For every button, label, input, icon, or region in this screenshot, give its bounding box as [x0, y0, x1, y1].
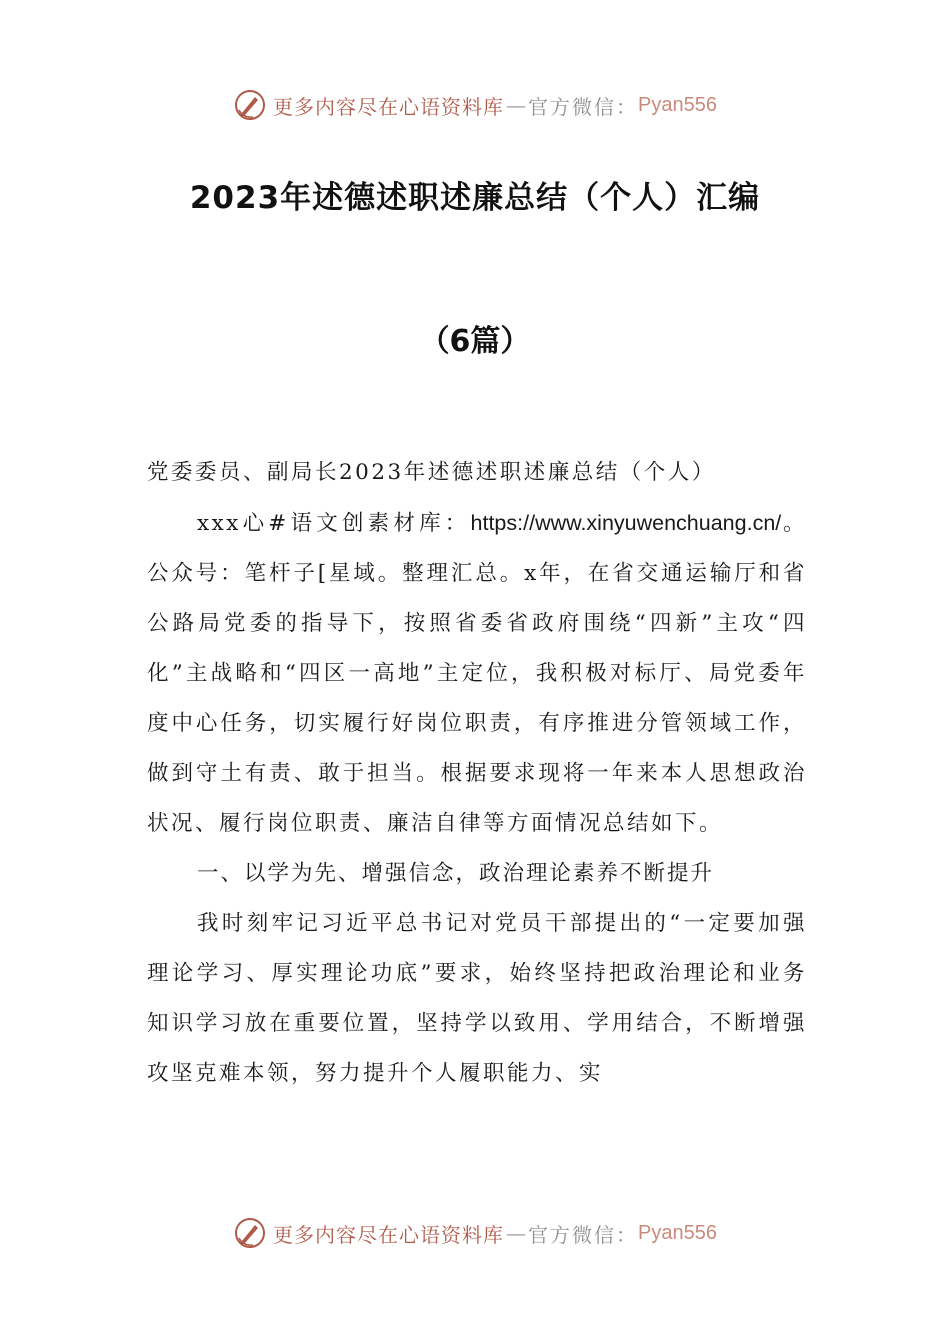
- banner-wechat-handle: Pyan556: [638, 93, 717, 116]
- banner-official-label: 官方微信：: [528, 94, 639, 119]
- source-url: https://www.xinyuwenchuang.cn/: [470, 511, 782, 535]
- footer-banner: [0, 1208, 950, 1258]
- banner-text: 更多内容尽在心语资料库: [273, 94, 505, 119]
- banner-wechat-handle: Pyan556: [638, 1221, 717, 1244]
- section-heading: 党委委员、副局长2023年述德述职述廉总结（个人）: [147, 460, 716, 485]
- header-banner: [0, 80, 950, 130]
- banner-separator: —: [506, 1221, 527, 1245]
- body-paragraph: 我时刻牢记习近平总书记对党员干部提出的“一定要加强理论学习、厚实理论功底”要求，始终坚持把政治理论和业务知识学习放在重要位置，坚持学以致用、学用结合，不断增强攻坚克难本领，努力提升个人履职能力、实: [147, 911, 807, 1086]
- intro-paragraph: [147, 498, 807, 849]
- intro-text: 。公众号：笔杆子[星域。整理汇总。x年，在省交通运输厅和省公路局党委的指导下，按照省委省政府围绕“四新”主攻“四化”主战略和“四区一高地”主定位，我积极对标厅、局党委年度中心任务，切实履行好岗位职责，有序推进分管领域工作，做到守土有责、敢于担当。根据要求现将一年来本人思想政治状况、履行岗位职责、廉洁自律等方面情况总结如下。: [147, 511, 807, 836]
- subsection-heading: 一、以学为先、增强信念，政治理论素养不断提升: [197, 861, 715, 886]
- banner-official-label: 官方微信：: [528, 1222, 639, 1247]
- banner-separator: —: [506, 93, 527, 117]
- document-title: 2023年述德述职述廉总结（个人）汇编: [189, 180, 761, 216]
- intro-prefix: xxx心#语文创素材库：: [197, 511, 471, 536]
- banner-text: 更多内容尽在心语资料库: [273, 1222, 505, 1247]
- pen-circle-logo-icon: [233, 88, 267, 122]
- document-subtitle: （6篇）: [419, 324, 531, 359]
- pen-circle-logo-icon: [233, 1216, 267, 1250]
- document-body: [147, 448, 807, 1099]
